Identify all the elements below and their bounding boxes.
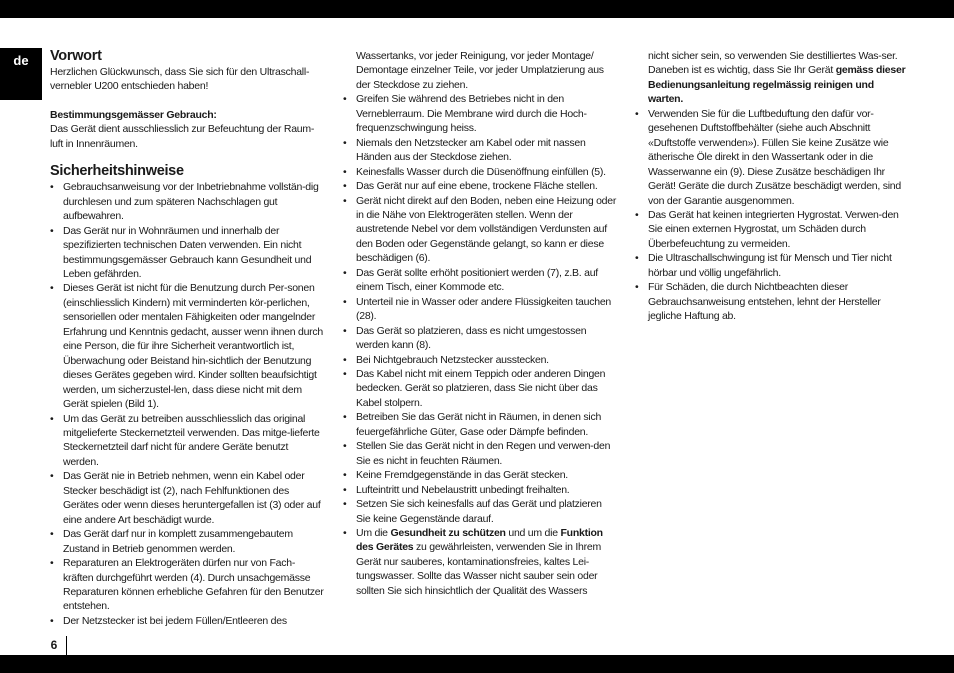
water-text-1: Um die (356, 526, 391, 539)
heading-safety: Sicherheitshinweise (50, 163, 184, 180)
cont-bold: gemäss dieser Bedienungsanleitung regelmässig reinigen und warten. (648, 64, 906, 106)
intro-text: Herzlichen Glückwunsch, dass Sie sich für den Ultraschall-vernebler U200 entschieden haben! (50, 66, 310, 93)
safety-list-2 (343, 92, 618, 598)
list-item: • Gerät nicht direkt auf den Boden, neben eine Heizung oder in die Nähe von Elektrogeräten stellen. Wenn der austretende Nebel vor dem vollständigen Verdunsten auf den Boden oder Gegenstände gelangt, so kann er diese beschädigen (6). (343, 194, 618, 266)
list-item: • Setzen Sie sich keinesfalls auf das Gerät und platzieren Sie keine Gegenstände darauf. (343, 497, 618, 526)
list-item: • Stellen Sie das Gerät nicht in den Regen und verwen-den Sie es nicht in feuchten Räumen. (343, 439, 618, 468)
list-item: • Das Gerät hat keinen integrierten Hygrostat. Verwen-den Sie einen externen Hygrostat, um Schäden durch Überbefeuchtung zu vermeiden. (635, 208, 910, 251)
list-item: • Niemals den Netzstecker am Kabel oder mit nassen Händen aus der Steckdose ziehen. (343, 136, 618, 165)
safety-list-3 (635, 107, 910, 324)
safety-list (50, 180, 325, 628)
list-item: • Für Schäden, die durch Nichtbeachten dieser Gebrauchsanweisung entstehen, lehnt der Hersteller jegliche Haftung ab. (635, 280, 910, 323)
list-item: • Bei Nichtgebrauch Netzstecker ausstecken. (343, 353, 618, 367)
continuation-text: Wassertanks, vor jeder Reinigung, vor jeder Montage/ Demontage einzelner Teile, vor jeder Umplatzierung aus der Steckdose zu ziehen. (356, 50, 604, 91)
language-label: de (13, 53, 29, 68)
list-item: • Unterteil nie in Wasser oder andere Flüssigkeiten tauchen (28). (343, 295, 618, 324)
list-item: • Betreiben Sie das Gerät nicht in Räumen, in denen sich feuergefährliche Güter, Gase oder Dämpfe befinden. (343, 410, 618, 439)
list-item: • Das Gerät nur in Wohnräumen und innerhalb der spezifizierten technischen Daten verwenden. Ein nicht bestimmungsgemässer Gebrauch kann Gesundheit und Leben gefährden. (50, 224, 325, 282)
list-item: • Der Netzstecker ist bei jedem Füllen/Entleeren des (50, 614, 325, 628)
column-2 (343, 49, 618, 598)
list-item: • Das Gerät sollte erhöht positioniert werden (7), z.B. auf einem Tisch, einer Kommode etc. (343, 266, 618, 295)
page-number: 6 (42, 636, 67, 655)
column-1 (50, 48, 325, 628)
list-item: • Das Gerät nie in Betrieb nehmen, wenn ein Kabel oder Stecker beschädigt ist (2), nach Fehlfunktionen des Gerätes oder wenn dieses heruntergefallen ist (3) oder auf eine andere Art beschädigt wurde. (50, 469, 325, 527)
list-item: • Um das Gerät zu betreiben ausschliesslich das original mitgelieferte Steckernetzteil verwenden. Das mitge-lieferte Steckernetzteil darf nicht für andere Geräte benutzt werden. (50, 412, 325, 470)
list-item: • Keinesfalls Wasser durch die Düsenöffnung einfüllen (5). (343, 165, 618, 179)
continuation-text-3 (635, 49, 910, 107)
list-item: • Lufteintritt und Nebelaustritt unbedingt freihalten. (343, 483, 618, 497)
subheading-usage: Bestimmungsgemässer Gebrauch: (50, 108, 217, 121)
water-text-3: zu gewährleisten, verwenden Sie in Ihrem Gerät nur sauberes, kontaminationsfreies, kaltes Lei-tungswasser. Sollte das Wasser nicht sauber sein oder sollten Sie sich hinsichtlich der Qualität des Wassers (356, 541, 601, 597)
language-tab (0, 48, 42, 100)
water-bold-1: Gesundheit zu schützen (390, 526, 506, 539)
list-item: • Die Ultraschallschwingung ist für Mensch und Tier nicht hörbar und völlig ungefährlich. (635, 251, 910, 280)
list-item: • Verwenden Sie für die Luftbeduftung den dafür vor-gesehenen Duftstoffbehälter (siehe auch Abschnitt «Duftstoffe verwenden»). Füllen Sie keine Zusätze wie ätherische Öle direkt in den Wassertank oder in die Wasserwanne ein (9). Diese Zusätze beschädigen Ihr Gerät! Geräte die durch Zusätze beschädigt werden, sind von der Garantie ausgenommen. (635, 107, 910, 208)
water-text-2: und um die (505, 526, 561, 539)
list-item: • Reparaturen an Elektrogeräten dürfen nur von Fach-kräften durchgeführt werden (4). Durch unsachgemässe Reparaturen können erhebliche Gefahren für den Benutzer entstehen. (50, 556, 325, 614)
water-bold-2: Funktion des Gerätes (356, 526, 603, 554)
list-item: • Das Gerät so platzieren, dass es nicht umgestossen werden kann (8). (343, 324, 618, 353)
cont-text: nicht sicher sein, so verwenden Sie destilliertes Was-ser. Daneben ist es wichtig, dass Sie Ihr Gerät (648, 50, 898, 77)
usage-text: Das Gerät dient ausschliesslich zur Befeuchtung der Raum-luft in Innenräumen. (50, 123, 315, 150)
list-item: • Greifen Sie während des Betriebes nicht in den Verneblerraum. Die Membrane wird durch die Hoch-frequenzschwingung heiss. (343, 92, 618, 135)
list-item: • Keine Fremdgegenstände in das Gerät stecken. (343, 468, 618, 482)
list-item: • Gebrauchsanweisung vor der Inbetriebnahme vollstän-dig durchlesen und zum späteren Nachschlagen gut aufbewahren. (50, 180, 325, 223)
list-item-water (343, 526, 618, 598)
list-item: • Das Gerät darf nur in komplett zusammengebautem Zustand in Betrieb genommen werden. (50, 527, 325, 556)
heading-vorwort: Vorwort (50, 48, 102, 64)
column-3 (635, 49, 910, 324)
list-item: • Das Gerät nur auf eine ebene, trockene Fläche stellen. (343, 179, 618, 193)
list-item: • Dieses Gerät ist nicht für die Benutzung durch Per-sonen (einschliesslich Kindern) mit verminderten kör-perlichen, sensoriellen oder mentalen Fähigkeiten oder mangelnder Erfahrung und Kenntnis gedacht, ausser wenn ihnen durch eine Person, die für ihre Sicherheit verantwortlich ist, Überwachung oder Beistand hin-sichtlich der Benutzung dieses Gerätes gegeben wird. Kinder sollten beaufsichtigt werden, um sicherzustel-len, dass diese nicht mit dem Gerät spielen (Bild 1). (50, 281, 325, 411)
top-bar (0, 0, 954, 18)
bottom-bar (0, 655, 954, 673)
list-item: • Das Kabel nicht mit einem Teppich oder anderen Dingen bedecken. Gerät so platzieren, dass Sie nicht über das Kabel stolpern. (343, 367, 618, 410)
